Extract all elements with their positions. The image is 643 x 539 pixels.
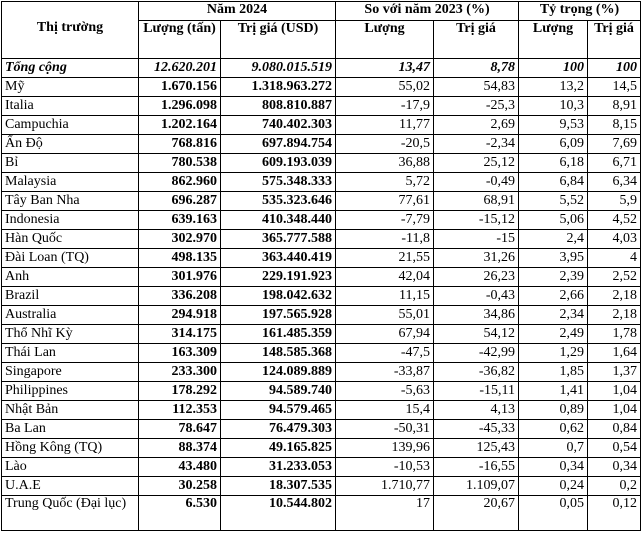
value-change-cell: -36,82	[434, 363, 519, 382]
value-share-cell: 2,52	[588, 268, 641, 287]
header-value-share: Trị giá	[588, 21, 641, 59]
value-change-cell: 4,13	[434, 401, 519, 420]
value-change-cell: 125,43	[434, 439, 519, 458]
header-share: Tỷ trọng (%)	[519, 2, 641, 21]
value-change-cell: 8,78	[434, 59, 519, 78]
volume-share-cell: 6,84	[519, 173, 588, 192]
value-change-cell: -42,99	[434, 344, 519, 363]
volume-share-cell: 2,66	[519, 287, 588, 306]
volume-cell: 696.287	[139, 192, 221, 211]
volume-change-cell: 11,15	[336, 287, 434, 306]
volume-cell: 233.300	[139, 363, 221, 382]
value-cell: 609.193.039	[221, 154, 336, 173]
market-cell: Đài Loan (TQ)	[2, 249, 139, 268]
header-vs-2023: So với năm 2023 (%)	[336, 2, 519, 21]
volume-share-cell: 1,85	[519, 363, 588, 382]
table-row	[2, 420, 641, 439]
value-cell: 535.323.646	[221, 192, 336, 211]
volume-cell: 302.970	[139, 230, 221, 249]
value-change-cell: 2,69	[434, 116, 519, 135]
value-cell: 410.348.440	[221, 211, 336, 230]
volume-cell: 43.480	[139, 458, 221, 477]
market-cell: U.A.E	[2, 477, 139, 496]
volume-change-cell: -20,5	[336, 135, 434, 154]
volume-cell: 639.163	[139, 211, 221, 230]
value-share-cell: 6,34	[588, 173, 641, 192]
market-cell: Indonesia	[2, 211, 139, 230]
value-share-cell: 100	[588, 59, 641, 78]
market-cell: Mỹ	[2, 78, 139, 97]
volume-cell: 294.918	[139, 306, 221, 325]
volume-change-cell: 55,01	[336, 306, 434, 325]
table-row	[2, 477, 641, 496]
value-share-cell: 2,18	[588, 306, 641, 325]
value-cell: 94.579.465	[221, 401, 336, 420]
value-change-cell: 25,12	[434, 154, 519, 173]
volume-change-cell: 11,77	[336, 116, 434, 135]
value-cell: 18.307.535	[221, 477, 336, 496]
volume-share-cell: 9,53	[519, 116, 588, 135]
volume-change-cell: 1.710,77	[336, 477, 434, 496]
header-volume-2024: Lượng (tấn)	[139, 21, 221, 59]
value-share-cell: 0,84	[588, 420, 641, 439]
value-cell: 124.089.889	[221, 363, 336, 382]
value-change-cell: -25,3	[434, 97, 519, 116]
value-share-cell: 0,12	[588, 496, 641, 531]
market-cell: Hàn Quốc	[2, 230, 139, 249]
value-change-cell: -16,55	[434, 458, 519, 477]
market-cell: Campuchia	[2, 116, 139, 135]
table-row	[2, 154, 641, 173]
value-cell: 94.589.740	[221, 382, 336, 401]
value-share-cell: 14,5	[588, 78, 641, 97]
volume-change-cell: -33,87	[336, 363, 434, 382]
volume-change-cell: -7,79	[336, 211, 434, 230]
market-cell: Tổng cộng	[2, 59, 139, 78]
volume-share-cell: 2,49	[519, 325, 588, 344]
market-cell: Trung Quốc (Đại lục)	[2, 496, 139, 531]
volume-cell: 6.530	[139, 496, 221, 531]
volume-change-cell: -47,5	[336, 344, 434, 363]
header-value-2024: Trị giá (USD)	[221, 21, 336, 59]
volume-share-cell: 100	[519, 59, 588, 78]
volume-share-cell: 0,34	[519, 458, 588, 477]
table-row	[2, 458, 641, 477]
table-row	[2, 306, 641, 325]
export-market-table	[1, 1, 641, 531]
market-cell: Nhật Bản	[2, 401, 139, 420]
volume-share-cell: 0,62	[519, 420, 588, 439]
volume-change-cell: -5,63	[336, 382, 434, 401]
value-share-cell: 4	[588, 249, 641, 268]
value-share-cell: 0,34	[588, 458, 641, 477]
table-row	[2, 268, 641, 287]
value-change-cell: 31,26	[434, 249, 519, 268]
value-share-cell: 6,71	[588, 154, 641, 173]
header-market: Thị trường	[2, 2, 139, 59]
header-value-change: Trị giá	[434, 21, 519, 59]
volume-cell: 862.960	[139, 173, 221, 192]
table-row	[2, 344, 641, 363]
value-share-cell: 2,18	[588, 287, 641, 306]
volume-change-cell: 13,47	[336, 59, 434, 78]
value-share-cell: 1,78	[588, 325, 641, 344]
value-cell: 365.777.588	[221, 230, 336, 249]
table-row	[2, 249, 641, 268]
volume-cell: 1.670.156	[139, 78, 221, 97]
volume-cell: 12.620.201	[139, 59, 221, 78]
value-cell: 49.165.825	[221, 439, 336, 458]
value-share-cell: 1,64	[588, 344, 641, 363]
table-row	[2, 116, 641, 135]
header-year-2024: Năm 2024	[139, 2, 336, 21]
value-cell: 198.042.632	[221, 287, 336, 306]
table-row	[2, 401, 641, 420]
volume-change-cell: 55,02	[336, 78, 434, 97]
volume-change-cell: 77,61	[336, 192, 434, 211]
header-volume-change: Lượng	[336, 21, 434, 59]
value-share-cell: 5,9	[588, 192, 641, 211]
value-cell: 31.233.053	[221, 458, 336, 477]
volume-share-cell: 1,29	[519, 344, 588, 363]
table-row	[2, 439, 641, 458]
value-change-cell: -15,12	[434, 211, 519, 230]
value-cell: 197.565.928	[221, 306, 336, 325]
volume-cell: 314.175	[139, 325, 221, 344]
volume-cell: 163.309	[139, 344, 221, 363]
volume-cell: 780.538	[139, 154, 221, 173]
market-cell: Malaysia	[2, 173, 139, 192]
market-cell: Italia	[2, 97, 139, 116]
table-row	[2, 97, 641, 116]
volume-share-cell: 0,24	[519, 477, 588, 496]
volume-share-cell: 0,05	[519, 496, 588, 531]
volume-share-cell: 6,09	[519, 135, 588, 154]
volume-cell: 88.374	[139, 439, 221, 458]
value-change-cell: 54,12	[434, 325, 519, 344]
market-cell: Australia	[2, 306, 139, 325]
table-row	[2, 496, 641, 531]
value-cell: 161.485.359	[221, 325, 336, 344]
table-row	[2, 382, 641, 401]
value-change-cell: 1.109,07	[434, 477, 519, 496]
market-cell: Tây Ban Nha	[2, 192, 139, 211]
value-cell: 808.810.887	[221, 97, 336, 116]
value-cell: 9.080.015.519	[221, 59, 336, 78]
volume-change-cell: 42,04	[336, 268, 434, 287]
volume-share-cell: 2,34	[519, 306, 588, 325]
volume-cell: 178.292	[139, 382, 221, 401]
value-share-cell: 8,15	[588, 116, 641, 135]
value-change-cell: 54,83	[434, 78, 519, 97]
volume-change-cell: 139,96	[336, 439, 434, 458]
value-share-cell: 7,69	[588, 135, 641, 154]
market-cell: Thổ Nhĩ Kỳ	[2, 325, 139, 344]
value-cell: 363.440.419	[221, 249, 336, 268]
table-row	[2, 363, 641, 382]
table-row	[2, 325, 641, 344]
volume-share-cell: 0,7	[519, 439, 588, 458]
volume-cell: 336.208	[139, 287, 221, 306]
volume-cell: 768.816	[139, 135, 221, 154]
value-share-cell: 4,03	[588, 230, 641, 249]
header-volume-share: Lượng	[519, 21, 588, 59]
market-cell: Ba Lan	[2, 420, 139, 439]
value-cell: 229.191.923	[221, 268, 336, 287]
value-cell: 10.544.802	[221, 496, 336, 531]
value-cell: 148.585.368	[221, 344, 336, 363]
volume-cell: 1.202.164	[139, 116, 221, 135]
value-share-cell: 0,2	[588, 477, 641, 496]
volume-share-cell: 3,95	[519, 249, 588, 268]
volume-cell: 301.976	[139, 268, 221, 287]
volume-change-cell: 15,4	[336, 401, 434, 420]
value-share-cell: 4,52	[588, 211, 641, 230]
volume-share-cell: 6,18	[519, 154, 588, 173]
volume-share-cell: 2,39	[519, 268, 588, 287]
volume-share-cell: 5,06	[519, 211, 588, 230]
market-cell: Lào	[2, 458, 139, 477]
volume-change-cell: 21,55	[336, 249, 434, 268]
volume-change-cell: 36,88	[336, 154, 434, 173]
table-body	[2, 59, 641, 531]
value-cell: 76.479.303	[221, 420, 336, 439]
table-row	[2, 135, 641, 154]
table-row	[2, 192, 641, 211]
volume-cell: 1.296.098	[139, 97, 221, 116]
value-change-cell: -45,33	[434, 420, 519, 439]
value-change-cell: -15	[434, 230, 519, 249]
value-change-cell: -0,43	[434, 287, 519, 306]
value-share-cell: 1,04	[588, 382, 641, 401]
market-cell: Anh	[2, 268, 139, 287]
total-row	[2, 59, 641, 78]
market-cell: Ấn Độ	[2, 135, 139, 154]
volume-change-cell: 67,94	[336, 325, 434, 344]
volume-cell: 78.647	[139, 420, 221, 439]
value-cell: 740.402.303	[221, 116, 336, 135]
volume-change-cell: -17,9	[336, 97, 434, 116]
volume-cell: 112.353	[139, 401, 221, 420]
table-row	[2, 230, 641, 249]
volume-change-cell: 17	[336, 496, 434, 531]
value-share-cell: 1,37	[588, 363, 641, 382]
value-cell: 575.348.333	[221, 173, 336, 192]
market-cell: Philippines	[2, 382, 139, 401]
volume-cell: 30.258	[139, 477, 221, 496]
volume-change-cell: 5,72	[336, 173, 434, 192]
value-change-cell: 20,67	[434, 496, 519, 531]
market-cell: Bỉ	[2, 154, 139, 173]
value-change-cell: -15,11	[434, 382, 519, 401]
volume-share-cell: 10,3	[519, 97, 588, 116]
volume-share-cell: 13,2	[519, 78, 588, 97]
value-cell: 697.894.754	[221, 135, 336, 154]
market-cell: Brazil	[2, 287, 139, 306]
table-row	[2, 78, 641, 97]
table-row	[2, 287, 641, 306]
market-cell: Singapore	[2, 363, 139, 382]
market-cell: Thái Lan	[2, 344, 139, 363]
table-row	[2, 211, 641, 230]
value-change-cell: -0,49	[434, 173, 519, 192]
value-change-cell: 26,23	[434, 268, 519, 287]
volume-share-cell: 1,41	[519, 382, 588, 401]
value-change-cell: 68,91	[434, 192, 519, 211]
volume-share-cell: 0,89	[519, 401, 588, 420]
value-share-cell: 8,91	[588, 97, 641, 116]
value-change-cell: 34,86	[434, 306, 519, 325]
volume-change-cell: -50,31	[336, 420, 434, 439]
volume-cell: 498.135	[139, 249, 221, 268]
volume-change-cell: -10,53	[336, 458, 434, 477]
market-cell: Hồng Kông (TQ)	[2, 439, 139, 458]
value-cell: 1.318.963.272	[221, 78, 336, 97]
volume-change-cell: -11,8	[336, 230, 434, 249]
value-share-cell: 0,54	[588, 439, 641, 458]
value-change-cell: -2,34	[434, 135, 519, 154]
volume-share-cell: 2,4	[519, 230, 588, 249]
value-share-cell: 1,04	[588, 401, 641, 420]
table-row	[2, 173, 641, 192]
volume-share-cell: 5,52	[519, 192, 588, 211]
